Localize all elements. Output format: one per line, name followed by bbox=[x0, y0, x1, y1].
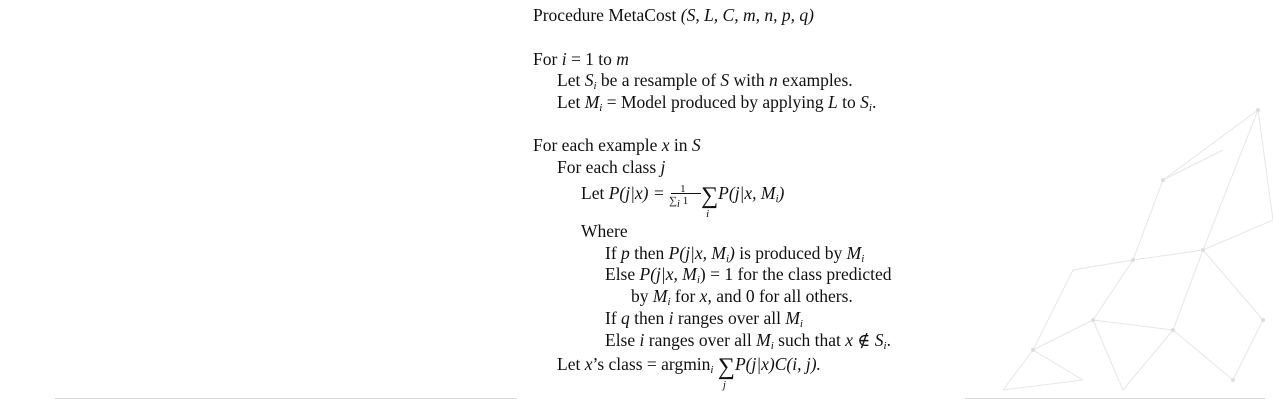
algorithm-text: L bbox=[828, 92, 838, 112]
algorithm-text: q bbox=[621, 308, 630, 328]
algorithm-text: for the class predicted bbox=[737, 264, 892, 284]
algorithm-text: then bbox=[634, 243, 665, 263]
algorithm-text: to bbox=[842, 92, 856, 112]
algorithm-text: S bbox=[584, 70, 594, 90]
algorithm-text: j bbox=[660, 157, 666, 177]
algorithm-text: P(j|x)C(i, j). bbox=[734, 354, 821, 374]
algorithm-text: P(j|x, M bbox=[718, 183, 776, 203]
algorithm-text: such that bbox=[778, 330, 841, 350]
probability-average bbox=[581, 183, 785, 220]
algorithm-text: Let bbox=[581, 183, 605, 203]
algorithm-text: = 1 to bbox=[570, 49, 612, 69]
algorithm-text: p bbox=[621, 243, 630, 263]
resample-line bbox=[557, 70, 853, 92]
algorithm-text: M bbox=[756, 330, 771, 350]
algorithm-text: . bbox=[886, 330, 891, 350]
algorithm-text: 1 bbox=[680, 183, 686, 195]
algorithm-text: M bbox=[652, 286, 668, 306]
algorithm-text: P(j|x) = bbox=[608, 183, 665, 203]
algorithm-text: S bbox=[874, 330, 884, 350]
algorithm-text: i bbox=[599, 102, 603, 114]
bottom-rule-left bbox=[55, 398, 517, 399]
algorithm-text: in bbox=[673, 135, 688, 155]
algorithm-text: ∑ bbox=[717, 354, 735, 380]
algorithm-text: i bbox=[668, 308, 674, 328]
algorithm-text: ’s class = argmin bbox=[592, 354, 711, 374]
algorithm-text: Else bbox=[605, 330, 636, 350]
algorithm-text: i bbox=[706, 208, 710, 220]
algorithm-text: be a resample of bbox=[600, 70, 717, 90]
model-line bbox=[557, 92, 876, 114]
algorithm-text: P(j|x, M bbox=[639, 264, 697, 284]
algorithm-text: ∑ bbox=[669, 195, 677, 207]
else-p-continuation bbox=[631, 286, 853, 308]
algorithm-text: For bbox=[533, 49, 558, 69]
algorithm-text: ) bbox=[729, 243, 735, 263]
algorithm-text: i bbox=[775, 193, 779, 205]
summation-symbol bbox=[717, 354, 735, 391]
algorithm-text: i bbox=[667, 296, 671, 308]
algorithm-text: M bbox=[584, 92, 600, 112]
for-each-example bbox=[533, 135, 701, 157]
algorithm-text: with bbox=[733, 70, 765, 90]
algorithm-text: ranges over all bbox=[677, 308, 781, 328]
algorithm-text: ) = 1 bbox=[699, 264, 734, 284]
algorithm-text: S bbox=[860, 92, 869, 112]
algorithm-text: i bbox=[799, 318, 803, 330]
algorithm-text: Let bbox=[557, 70, 581, 90]
algorithm-text: i bbox=[593, 80, 597, 92]
algorithm-text: i bbox=[710, 364, 714, 376]
algorithm-text: i bbox=[770, 340, 774, 352]
else-p-line bbox=[605, 264, 891, 286]
algorithm-text: i bbox=[676, 198, 680, 210]
algorithm-text: x bbox=[661, 135, 670, 155]
algorithm-text: n bbox=[769, 70, 778, 90]
algorithm-text: ranges over all bbox=[648, 330, 752, 350]
algorithm-text: Else bbox=[605, 264, 636, 284]
else-q-line bbox=[605, 330, 891, 352]
algorithm-text: is produced by bbox=[739, 243, 843, 263]
algorithm-text: Where bbox=[581, 221, 628, 241]
algorithm-text: Let bbox=[557, 92, 581, 112]
algorithm-text: i bbox=[883, 340, 887, 352]
algorithm-text: by bbox=[631, 286, 649, 306]
algorithm-text: 1 bbox=[682, 195, 689, 207]
background-network-pattern bbox=[973, 90, 1273, 401]
if-q-line bbox=[605, 308, 803, 330]
algorithm-text: i bbox=[861, 253, 865, 265]
algorithm-text: i bbox=[696, 274, 700, 286]
algorithm-text: If bbox=[605, 308, 617, 328]
algorithm-text: M bbox=[785, 308, 800, 328]
summation-symbol bbox=[701, 183, 719, 220]
algorithm-text: For each example bbox=[533, 135, 658, 155]
algorithm-text: = Model produced by applying bbox=[606, 92, 824, 112]
algorithm-text: x bbox=[845, 330, 854, 350]
for-each-class bbox=[557, 157, 665, 179]
algorithm-text: . bbox=[871, 92, 877, 112]
algorithm-text: Let bbox=[557, 354, 581, 374]
algorithm-text: x bbox=[699, 286, 708, 306]
algorithm-text: i bbox=[868, 102, 872, 114]
algorithm-text: For each class bbox=[557, 157, 657, 177]
algorithm-text: i bbox=[561, 49, 567, 69]
algorithm-text: x bbox=[584, 354, 593, 374]
algorithm-text: M bbox=[846, 243, 862, 263]
algorithm-text: i bbox=[639, 330, 645, 350]
final-class-assignment bbox=[557, 354, 821, 391]
algorithm-text: for bbox=[674, 286, 696, 306]
algorithm-text: then bbox=[634, 308, 665, 328]
for-i-loop bbox=[533, 49, 629, 71]
algorithm-text: (S, L, C, m, n, p, q) bbox=[680, 5, 814, 25]
algorithm-text: If bbox=[605, 243, 617, 263]
algorithm-text: i bbox=[725, 253, 730, 265]
algorithm-text: S bbox=[691, 135, 701, 155]
algorithm-text: ∑ bbox=[701, 183, 719, 209]
where-label bbox=[581, 221, 628, 243]
algorithm-text: , and 0 for all others. bbox=[707, 286, 853, 306]
algorithm-text: j bbox=[722, 379, 726, 391]
algorithm-text: ∉ bbox=[857, 330, 871, 350]
algorithm-text: S bbox=[720, 70, 730, 90]
bottom-rule-right bbox=[965, 398, 1265, 399]
algorithm-text: P(j|x, M bbox=[668, 243, 726, 263]
algorithm-text: Procedure MetaCost bbox=[533, 5, 677, 25]
algorithm-text: m bbox=[616, 49, 629, 69]
fraction bbox=[669, 183, 701, 210]
if-p-line bbox=[605, 243, 864, 265]
algorithm-text: examples. bbox=[782, 70, 853, 90]
procedure-title bbox=[533, 5, 814, 27]
algorithm-text: ) bbox=[778, 183, 785, 203]
